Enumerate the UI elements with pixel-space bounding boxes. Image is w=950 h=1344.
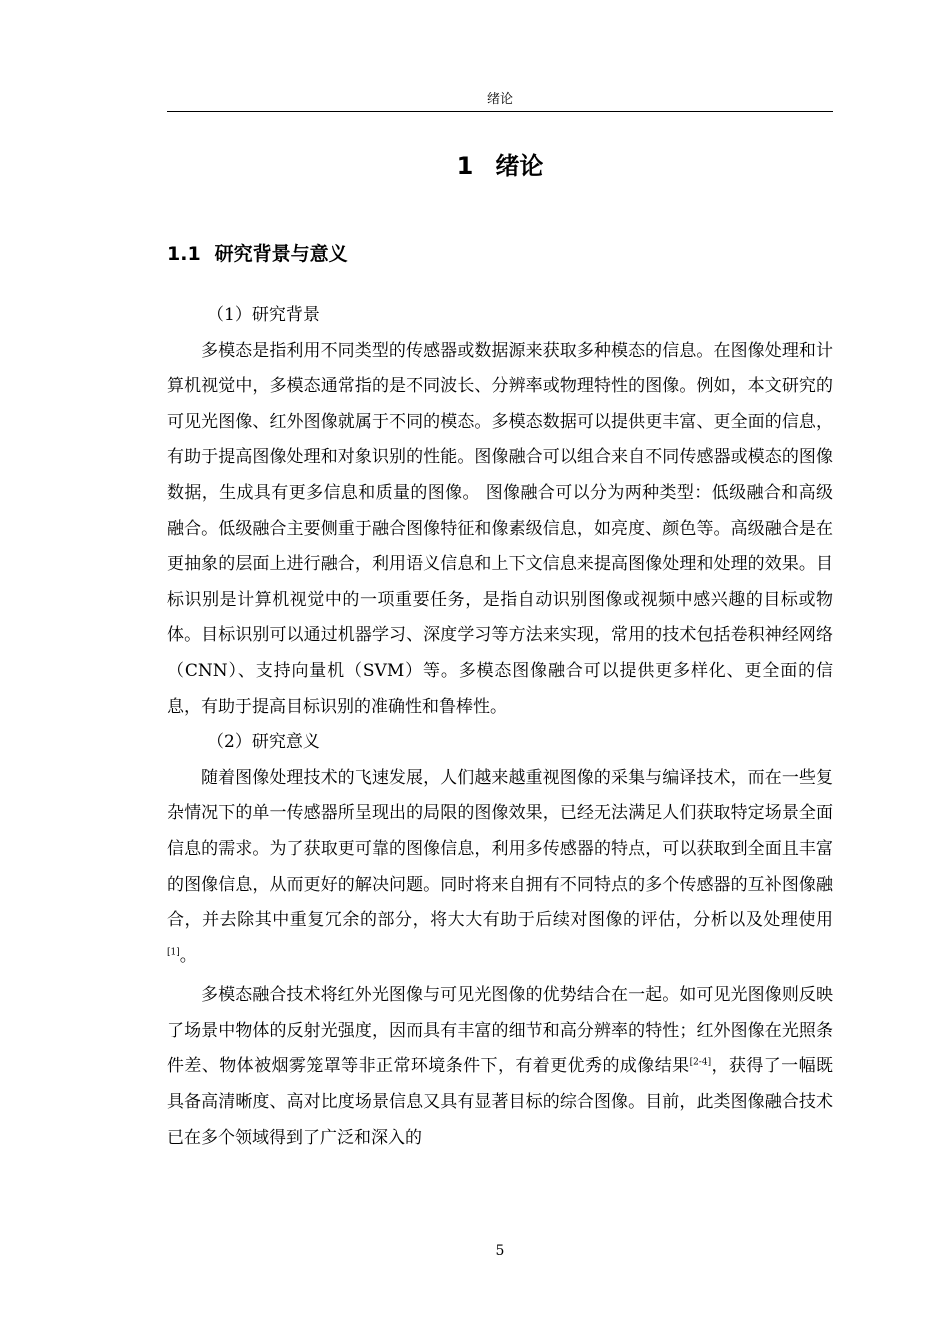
paragraph-significance (167, 761, 833, 975)
section-title-text: 研究背景与意义 (214, 243, 348, 265)
citation-1: [1] (167, 946, 180, 957)
section-title (167, 240, 348, 268)
chapter-title (167, 150, 833, 182)
paragraph-significance-end: 。 (179, 945, 197, 966)
page-number: 5 (495, 1243, 505, 1259)
significance-heading: （2）研究意义 (207, 732, 320, 753)
section-number: 1.1 (167, 243, 201, 265)
paragraph-background: 多模态是指利用不同类型的传感器或数据源来获取多种模态的信息。在图像处理和计算机视觉中，多模态通常指的是不同波长、分辨率或物理特性的图像。例如，本文研究的可见光图像、红外图像就属于不同的模态。多模态数据可以提供更丰富、更全面的信息，有助于提高图像处理和对象识别的性能。图像融合可以组合来自不同传感器或模态的图像数据，生成具有更多信息和质量的图像。 图像融合可以分为两种类型：低级融合和高级融合。低级融合主要侧重于融合图像特征和像素级信息，如亮度、颜色等。高级融合是在更抽象的层面上进行融合，利用语义信息和上下文信息来提高图像处理和处理的效果。目标识别是计算机视觉中的一项重要任务，是指自动识别图像或视频中感兴趣的目标或物体。目标识别可以通过机器学习、深度学习等方法来实现，常用的技术包括卷积神经网络（CNN）、支持向量机（SVM）等。多模态图像融合可以提供更多样化、更全面的信息，有助于提高目标识别的准确性和鲁棒性。 (167, 340, 833, 717)
citation-2-4: [2-4] (689, 1057, 712, 1068)
paragraph-significance-text: 随着图像处理技术的飞速发展，人们越来越重视图像的采集与编译技术，而在一些复杂情况下的单一传感器所呈现出的局限的图像效果，已经无法满足人们获取特定场景全面信息的需求。为了获取更可靠的图像信息，利用多传感器的特点，可以获取到全面且丰富的图像信息，从而更好的解决问题。同时将来自拥有不同特点的多个传感器的互补图像融合，并去除其中重复冗余的部分，将大大有助于后续对图像的评估，分析以及处理使用 (167, 767, 833, 931)
running-header: 绪论 (486, 92, 513, 107)
chapter-number: 1 (456, 152, 474, 180)
paragraph-multimodal-text-2: ，获得了一幅既具备高清晰度、高对比度场景信息又具有显著目标的综合图像。目前，此类图像融合技术已在多个领域得到了广泛和深入的 (167, 1056, 834, 1148)
paragraph-multimodal-fusion (167, 978, 833, 1156)
body-text (167, 298, 833, 1156)
background-heading: （1）研究背景 (207, 305, 320, 325)
paragraph-multimodal-text-1: 多模态融合技术将红外光图像与可见光图像的优势结合在一起。如可见光图像则反映了场景中物体的反射光强度，因而具有丰富的细节和高分辨率的特性；红外图像在光照条件差、物体被烟雾笼罩等非正常环境条件下，有着更优秀的成像结果 (167, 985, 833, 1077)
chapter-title-text: 绪论 (495, 152, 544, 180)
header-rule (167, 111, 833, 112)
